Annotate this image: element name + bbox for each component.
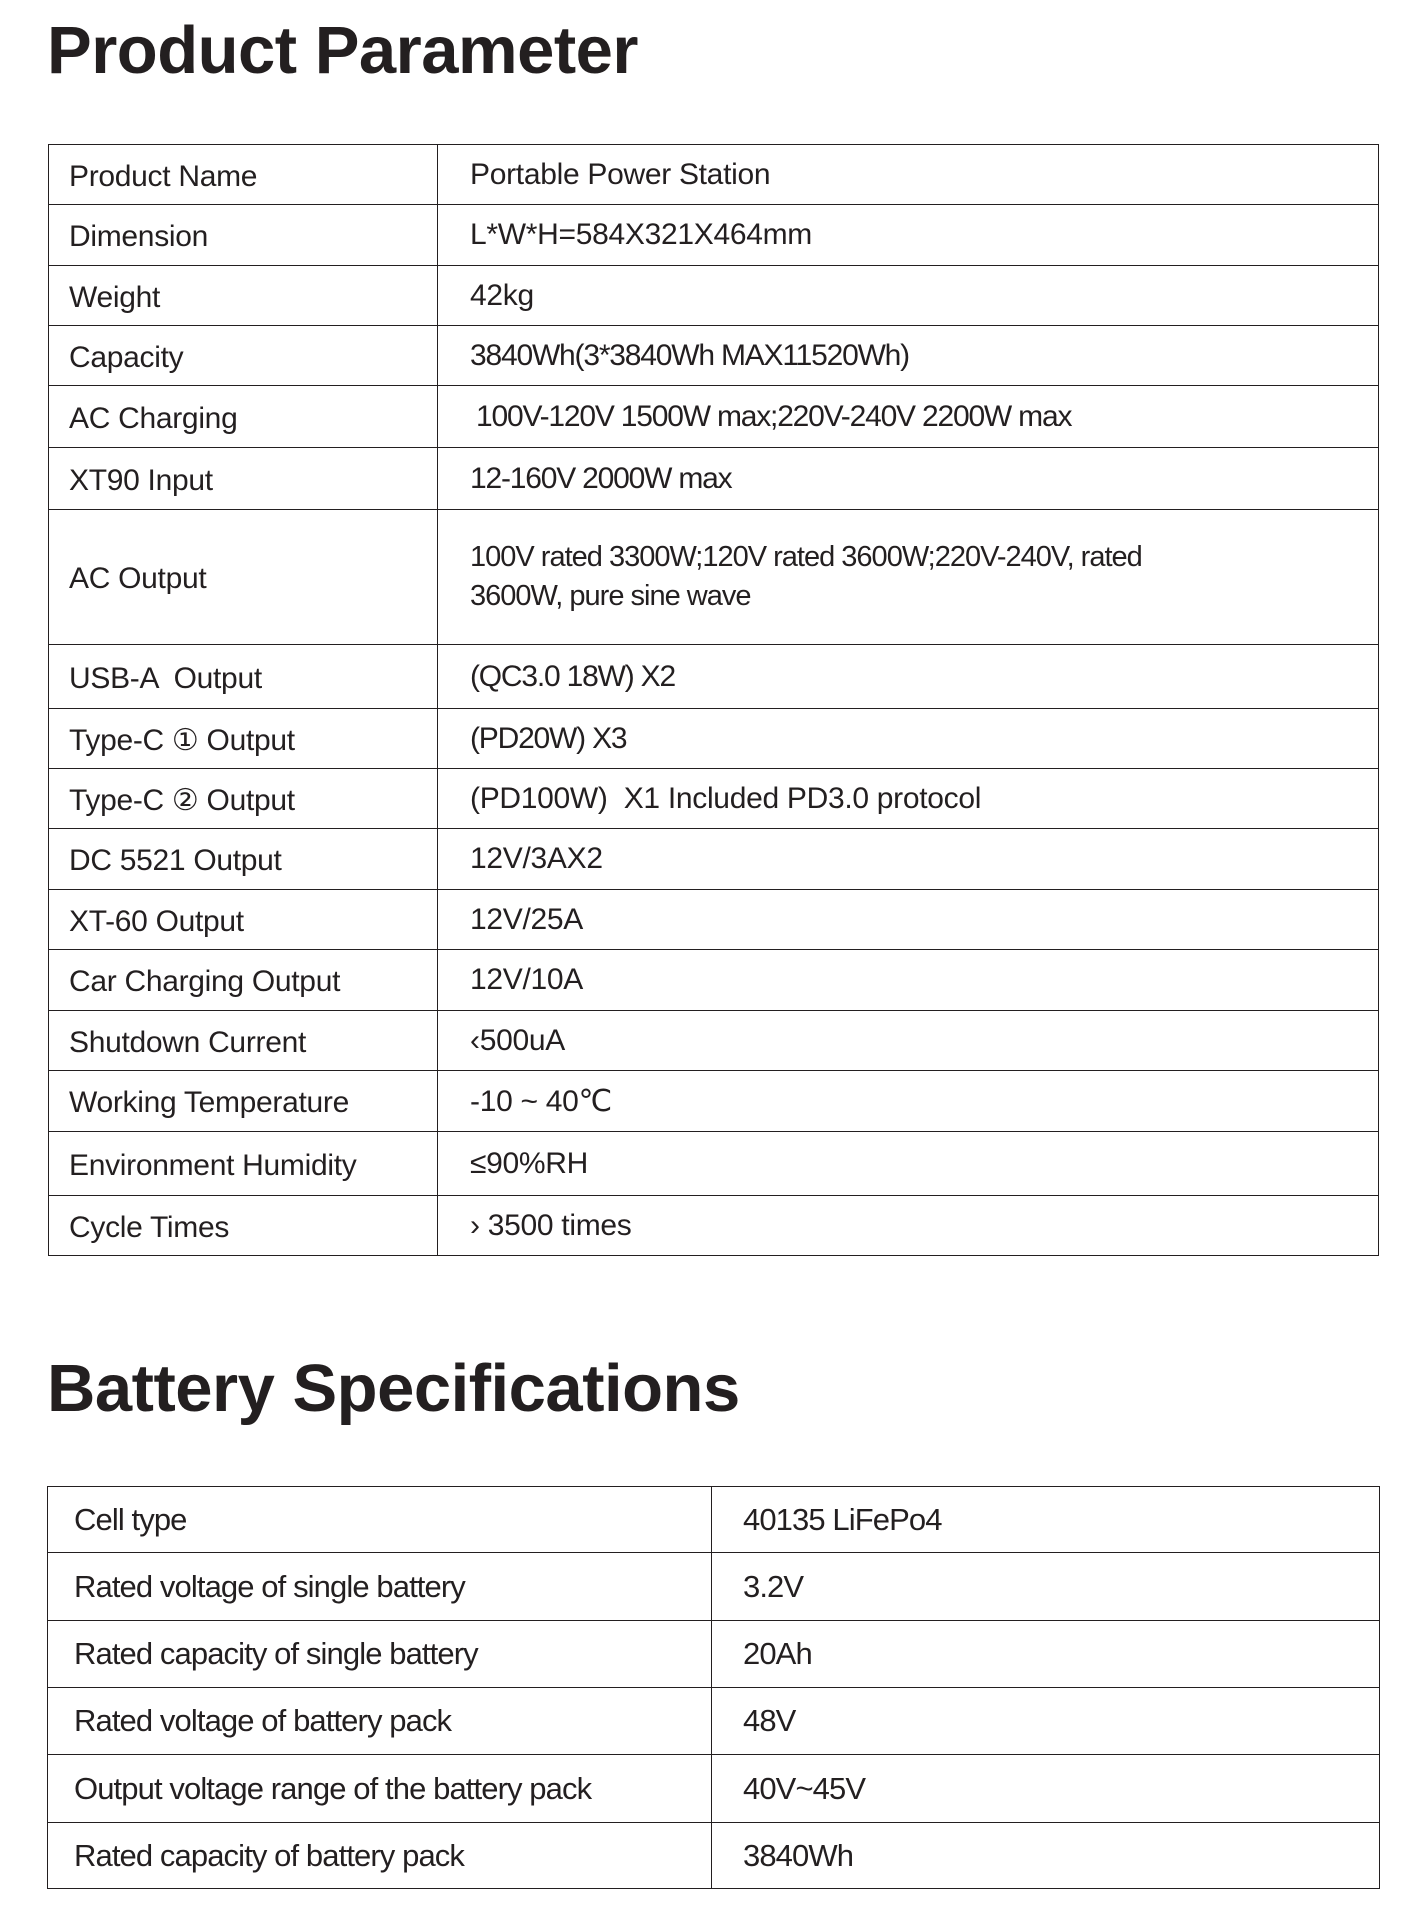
param-label: Environment Humidity: [49, 1132, 438, 1196]
spec-label: Output voltage range of the battery pack: [48, 1755, 712, 1823]
param-value: Portable Power Station: [438, 145, 1379, 205]
param-value: (QC3.0 18W) X2: [438, 645, 1379, 709]
spec-value: 20Ah: [712, 1621, 1380, 1688]
param-label: Cycle Times: [49, 1196, 438, 1256]
table-row: [48, 1553, 1380, 1621]
table-row: [49, 145, 1379, 205]
product-parameter-table: [48, 144, 1379, 1256]
product-parameter-heading: Product Parameter: [47, 13, 638, 88]
table-row: [48, 1688, 1380, 1755]
param-value: (PD100W) X1 Included PD3.0 protocol: [438, 769, 1379, 829]
spec-value: 3.2V: [712, 1553, 1380, 1621]
table-row: [49, 1011, 1379, 1071]
param-value: › 3500 times: [438, 1196, 1379, 1256]
spec-label: Rated capacity of single battery: [48, 1621, 712, 1688]
param-label: Type-C ② Output: [49, 769, 438, 829]
table-row: [48, 1823, 1380, 1889]
table-row: [48, 1755, 1380, 1823]
param-label: XT-60 Output: [49, 890, 438, 950]
param-value: 12V/10A: [438, 950, 1379, 1011]
param-label: Working Temperature: [49, 1071, 438, 1132]
param-label: Type-C ① Output: [49, 709, 438, 769]
param-label: AC Output: [49, 510, 438, 645]
spec-label: Rated capacity of battery pack: [48, 1823, 712, 1889]
param-value: 12-160V 2000W max: [438, 448, 1379, 510]
table-row: [49, 1196, 1379, 1256]
table-row: [49, 510, 1379, 645]
table-row: [48, 1487, 1380, 1553]
param-label: DC 5521 Output: [49, 829, 438, 890]
table-row: [49, 1071, 1379, 1132]
param-label: Capacity: [49, 326, 438, 386]
param-label: Car Charging Output: [49, 950, 438, 1011]
table-row: [48, 1621, 1380, 1688]
spec-value: 40135 LiFePo4: [712, 1487, 1380, 1553]
table-row: [49, 326, 1379, 386]
param-label: Product Name: [49, 145, 438, 205]
table-row: [49, 950, 1379, 1011]
param-value: ≤90%RH: [438, 1132, 1379, 1196]
param-label: Dimension: [49, 205, 438, 266]
param-value: 100V-120V 1500W max;220V-240V 2200W max: [438, 386, 1379, 448]
battery-specifications-table: [47, 1486, 1380, 1889]
table-row: [49, 1132, 1379, 1196]
table-row: [49, 709, 1379, 769]
table-row: [49, 645, 1379, 709]
param-label: XT90 Input: [49, 448, 438, 510]
battery-specifications-heading: Battery Specifications: [47, 1351, 740, 1426]
param-value: 3840Wh(3*3840Wh MAX11520Wh): [438, 326, 1379, 386]
spec-value: 40V~45V: [712, 1755, 1380, 1823]
table-row: [49, 266, 1379, 326]
param-value: ‹500uA: [438, 1011, 1379, 1071]
param-label: Weight: [49, 266, 438, 326]
param-value: 12V/25A: [438, 890, 1379, 950]
table-row: [49, 769, 1379, 829]
table-row: [49, 890, 1379, 950]
param-label: Shutdown Current: [49, 1011, 438, 1071]
param-value: 100V rated 3300W;120V rated 3600W;220V-240V, rated 3600W, pure sine wave: [438, 510, 1379, 645]
spec-label: Rated voltage of single battery: [48, 1553, 712, 1621]
param-value: -10 ~ 40℃: [438, 1071, 1379, 1132]
param-label: USB-A Output: [49, 645, 438, 709]
param-label: AC Charging: [49, 386, 438, 448]
table-row: [49, 386, 1379, 448]
param-value: 42kg: [438, 266, 1379, 326]
spec-label: Cell type: [48, 1487, 712, 1553]
spec-value: 3840Wh: [712, 1823, 1380, 1889]
param-value: L*W*H=584X321X464mm: [438, 205, 1379, 266]
spec-value: 48V: [712, 1688, 1380, 1755]
spec-label: Rated voltage of battery pack: [48, 1688, 712, 1755]
table-row: [49, 205, 1379, 266]
param-value: 12V/3AX2: [438, 829, 1379, 890]
table-row: [49, 829, 1379, 890]
table-row: [49, 448, 1379, 510]
param-value: (PD20W) X3: [438, 709, 1379, 769]
